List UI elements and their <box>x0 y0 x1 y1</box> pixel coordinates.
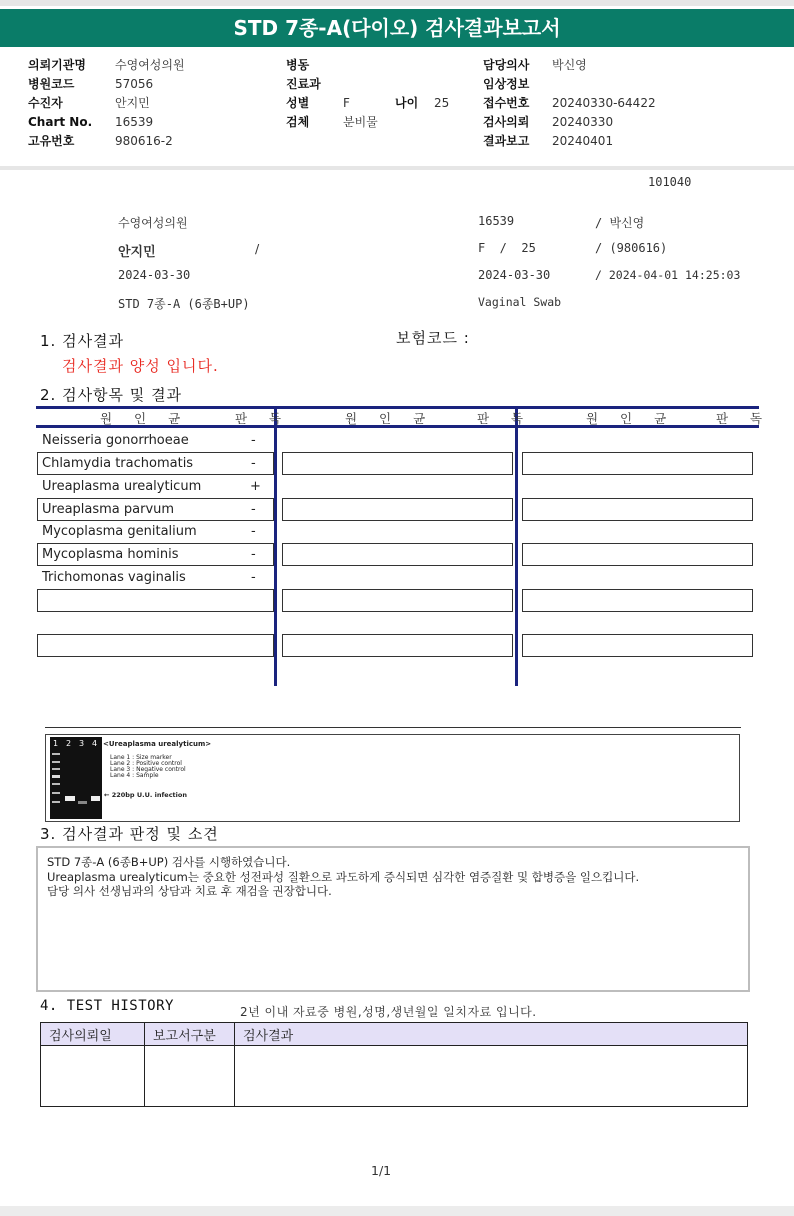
info-specimen: Vaginal Swab <box>478 295 562 309</box>
col3-pathogen-header: 원 인 균 <box>586 411 676 426</box>
info-patient: 안지민 <box>118 245 156 260</box>
label-hospital-code: 병원코드 <box>28 77 75 91</box>
result-row-box <box>282 589 513 612</box>
gel-lane-label: 3 <box>79 739 85 748</box>
pathogen-name: Trichomonas vaginalis <box>42 570 186 585</box>
info-date2: 2024-03-30 <box>478 268 551 282</box>
history-note: 2년 이내 자료중 병원,성명,생년월일 일치자료 입니다. <box>240 1005 537 1019</box>
history-header-cell: 검사결과 <box>235 1023 748 1046</box>
header-col3 <box>483 56 656 151</box>
pathogen-result: - <box>251 433 256 448</box>
pathogen-result: - <box>251 570 256 585</box>
result-row-box <box>282 498 513 521</box>
value-report-date: 20240401 <box>552 134 614 148</box>
gel-legend-line: Lane 1 : Size marker <box>110 754 172 761</box>
page-number: 1/1 <box>371 1163 392 1178</box>
info-date1: 2024-03-30 <box>118 268 191 282</box>
info-chart: 16539 <box>478 214 515 228</box>
value-age: 25 <box>434 96 450 110</box>
column-divider-1 <box>274 406 277 686</box>
section-4-title: 4. TEST HISTORY <box>40 998 174 1014</box>
col1-pathogen-header: 원 인 균 <box>100 411 190 426</box>
label-sex: 성별 <box>286 96 310 110</box>
value-unique-no: 980616-2 <box>115 134 173 148</box>
opinion-line: STD 7종-A (6종B+UP) 검사를 시행하였습니다. <box>47 855 291 869</box>
header-separator <box>0 166 794 170</box>
history-cell <box>145 1046 235 1107</box>
col3-judgement-header: 판 독 <box>716 411 772 426</box>
gel-electrophoresis-image <box>50 737 102 819</box>
info-hospital: 수영여성의원 <box>118 216 188 230</box>
column-divider-2 <box>515 406 518 686</box>
header-col2 <box>286 56 449 132</box>
history-header-cell: 보고서구분 <box>145 1023 235 1046</box>
label-request-date: 검사의뢰 <box>483 115 530 129</box>
gel-band <box>91 796 100 801</box>
pathogen-result-positive: + <box>250 479 261 494</box>
bottom-bar <box>0 1206 794 1216</box>
label-hospital: 의뢰기관명 <box>28 58 86 72</box>
result-row-box <box>282 452 513 475</box>
gel-lane-label: 1 <box>53 739 59 748</box>
label-report-date: 결과보고 <box>483 134 530 148</box>
value-doctor: 박신영 <box>552 58 587 72</box>
gel-band <box>52 783 60 785</box>
value-patient: 안지민 <box>115 96 150 110</box>
gel-legend-line: Lane 3 : Negative control <box>110 766 186 773</box>
history-empty-row <box>41 1046 748 1107</box>
result-row-box <box>522 498 753 521</box>
label-ward: 병동 <box>286 58 310 72</box>
pathogen-name: Neisseria gonorrhoeae <box>42 433 189 448</box>
pathogen-result: - <box>251 456 256 471</box>
info-slash: / <box>255 241 260 256</box>
info-test: STD 7종-A (6종B+UP) <box>118 297 250 311</box>
value-sex: F <box>343 96 350 110</box>
gel-band <box>52 792 60 794</box>
label-clinical-info: 임상정보 <box>483 77 530 91</box>
value-hospital-code: 57056 <box>115 77 154 91</box>
gel-title: <Ureaplasma urealyticum> <box>103 740 212 748</box>
report-title: STD 7종-A(다이오) 검사결과보고서 <box>0 9 794 47</box>
header-col1 <box>28 56 185 151</box>
pathogen-name: Chlamydia trachomatis <box>42 456 194 471</box>
section-1-title: 1. 검사결과 <box>40 332 125 350</box>
gel-band <box>52 801 60 803</box>
result-message: 검사결과 양성 입니다. <box>62 357 219 375</box>
pathogen-result: - <box>251 524 256 539</box>
result-row-box <box>282 543 513 566</box>
pathogen-name: Mycoplasma hominis <box>42 547 179 562</box>
pathogen-name-positive: Ureaplasma urealyticum <box>42 479 202 494</box>
result-row-box <box>522 589 753 612</box>
value-hospital: 수영여성의원 <box>115 58 185 72</box>
test-history-table <box>40 1022 748 1107</box>
section-2-title: 2. 검사항목 및 결과 <box>40 386 183 404</box>
opinion-line: 담당 의사 선생님과의 상담과 치료 후 재검을 권장합니다. <box>47 884 332 898</box>
gel-lane-label: 2 <box>66 739 72 748</box>
result-row-box <box>37 589 274 612</box>
history-header-cell: 검사의뢰일 <box>41 1023 145 1046</box>
result-row-box <box>522 634 753 657</box>
history-cell <box>235 1046 748 1107</box>
label-age: 나이 <box>395 96 419 110</box>
gel-band <box>52 753 60 755</box>
info-birth: / (980616) <box>595 241 668 255</box>
label-department: 진료과 <box>286 77 321 91</box>
label-chart-no: Chart No. <box>28 115 93 129</box>
gel-band <box>78 801 87 804</box>
col1-judgement-header: 판 독 <box>235 411 291 426</box>
opinion-line: Ureaplasma urealyticum는 중요한 성전파성 질환으로 과도하게 증식되면 심각한 염증질환 및 합병증을 일으킵니다. <box>47 869 640 884</box>
pathogen-name: Mycoplasma genitalium <box>42 524 197 539</box>
pathogen-result: - <box>251 502 256 517</box>
history-header-row <box>41 1023 748 1046</box>
result-row-box <box>522 543 753 566</box>
value-request-date: 20240330 <box>552 115 614 129</box>
label-doctor: 담당의사 <box>483 58 530 72</box>
info-date3: / 2024-04-01 14:25:03 <box>595 268 741 282</box>
top-bar <box>0 0 794 6</box>
report-code: 101040 <box>648 175 692 189</box>
gel-legend-line: Lane 2 : Positive control <box>110 760 182 767</box>
gel-band <box>65 796 75 801</box>
info-doctor: / 박신영 <box>595 216 645 230</box>
value-chart-no: 16539 <box>115 115 154 129</box>
gel-band-annotation: ← 220bp U.U. infection <box>104 791 187 799</box>
gel-band <box>52 768 60 770</box>
col2-pathogen-header: 원 인 균 <box>345 411 435 426</box>
gel-band <box>52 761 60 763</box>
insurance-code-label: 보험코드 : <box>396 329 470 347</box>
col2-judgement-header: 판 독 <box>477 411 533 426</box>
result-row-box <box>522 452 753 475</box>
label-specimen: 검체 <box>286 115 310 129</box>
history-cell <box>41 1046 145 1107</box>
result-row-box <box>282 634 513 657</box>
pathogen-name: Ureaplasma parvum <box>42 502 175 517</box>
opinion-box <box>36 846 750 992</box>
gel-lane-label: 4 <box>92 739 98 748</box>
value-specimen: 분비물 <box>343 115 378 129</box>
gel-legend-line: Lane 4 : Sample <box>110 772 159 779</box>
result-row-box <box>37 634 274 657</box>
section-3-title: 3. 검사결과 판정 및 소견 <box>40 825 219 843</box>
gel-band <box>52 775 60 778</box>
label-receipt-no: 접수번호 <box>483 96 530 110</box>
label-patient: 수진자 <box>28 96 63 110</box>
label-unique-no: 고유번호 <box>28 134 75 148</box>
gel-top-rule <box>45 727 741 728</box>
value-receipt-no: 20240330-64422 <box>552 96 656 110</box>
pathogen-result: - <box>251 547 256 562</box>
info-sex-age: F / 25 <box>478 241 536 255</box>
